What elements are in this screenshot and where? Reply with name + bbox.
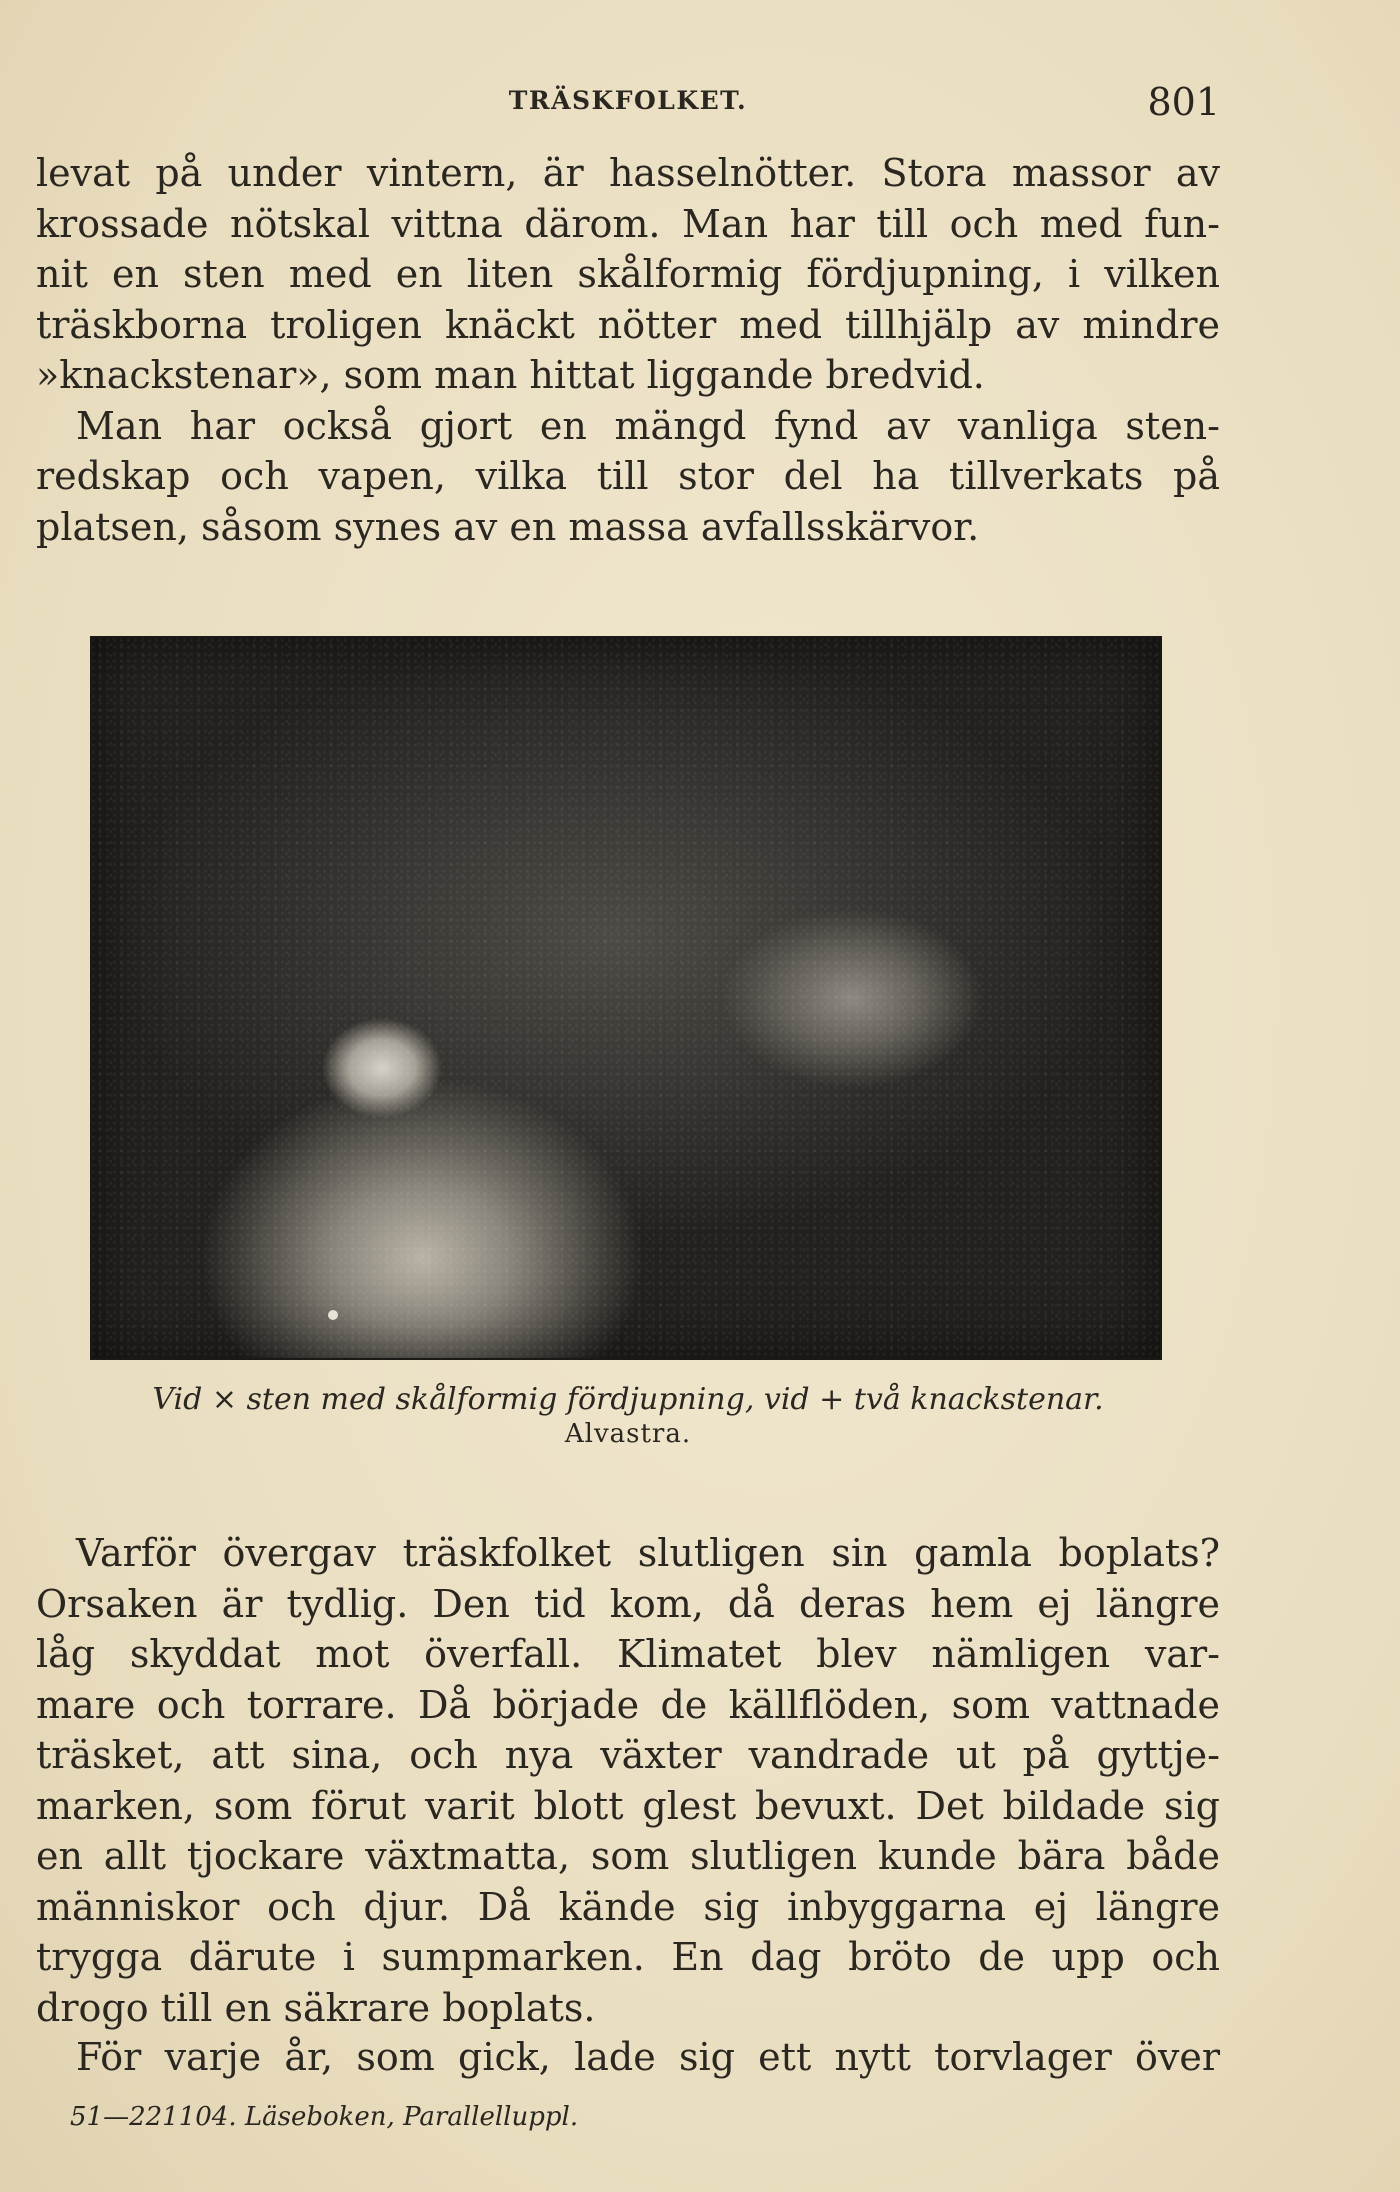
figure-caption [36, 1382, 1220, 1449]
text-line: Man har också gjort en mängd fynd av vanliga sten- [76, 403, 1220, 448]
text-line: levat på under vintern, är hasselnötter. Stora massor av [36, 151, 1220, 195]
paragraph-1 [36, 148, 1220, 552]
text-line: »knackstenar», som man hittat liggande bredvid. [36, 353, 985, 397]
text-line: drogo till en säkrare boplats. [36, 1985, 596, 2030]
text-line: låg skyddat mot överfall. Klimatet blev nämligen var- [36, 1632, 1220, 1676]
text-line: träsket, att sina, och nya växter vandrade ut på gyttje- [36, 1733, 1220, 1777]
printer-signature: 51—221104. Läseboken, Parallelluppl. [70, 2102, 579, 2132]
running-title: TRÄSKFOLKET. [508, 86, 748, 115]
text-line: mare och torrare. Då började de källflöden, som vattnade [36, 1682, 1220, 1727]
text-line: redskap och vapen, vilka till stor del ha tillverkats på [36, 454, 1220, 498]
text-line: en allt tjockare växtmatta, som slutligen kunde bära både [36, 1834, 1220, 1878]
text-line: Varför övergav träskfolket slutligen sin gamla boplats? [76, 1531, 1220, 1575]
paragraph-2 [36, 1528, 1220, 2033]
text-line: platsen, såsom synes av en massa avfallsskärvor. [36, 504, 980, 549]
paragraph-3 [36, 2032, 1220, 2083]
caption-place: Alvastra. [564, 1419, 692, 1449]
photo-mark [328, 1310, 338, 1320]
text-line: Orsaken är tydlig. Den tid kom, då deras hem ej längre [36, 1581, 1220, 1626]
text-line: För varje år, som gick, lade sig ett nytt torvlager över [76, 2035, 1220, 2079]
text-line: träskborna troligen knäckt nötter med tillhjälp av mindre [36, 302, 1220, 347]
text-line: marken, som förut varit blott glest bevuxt. Det bildade sig [36, 1783, 1220, 1828]
page-number: 801 [1147, 80, 1220, 124]
caption-text: Vid × sten med skålformig fördjupning, vid + två knackstenar. [152, 1382, 1104, 1417]
text-line: krossade nötskal vittna därom. Man har till och med fun- [36, 201, 1220, 246]
text-line: människor och djur. Då kände sig inbyggarna ej längre [36, 1884, 1220, 1929]
photo-texture [92, 638, 1160, 1358]
page-header [36, 80, 1220, 130]
photograph-stone-find [90, 636, 1162, 1360]
text-line: trygga därute i sumpmarken. En dag bröto de upp och [36, 1935, 1220, 1979]
text-line: nit en sten med en liten skålformig fördjupning, i vilken [36, 252, 1220, 296]
